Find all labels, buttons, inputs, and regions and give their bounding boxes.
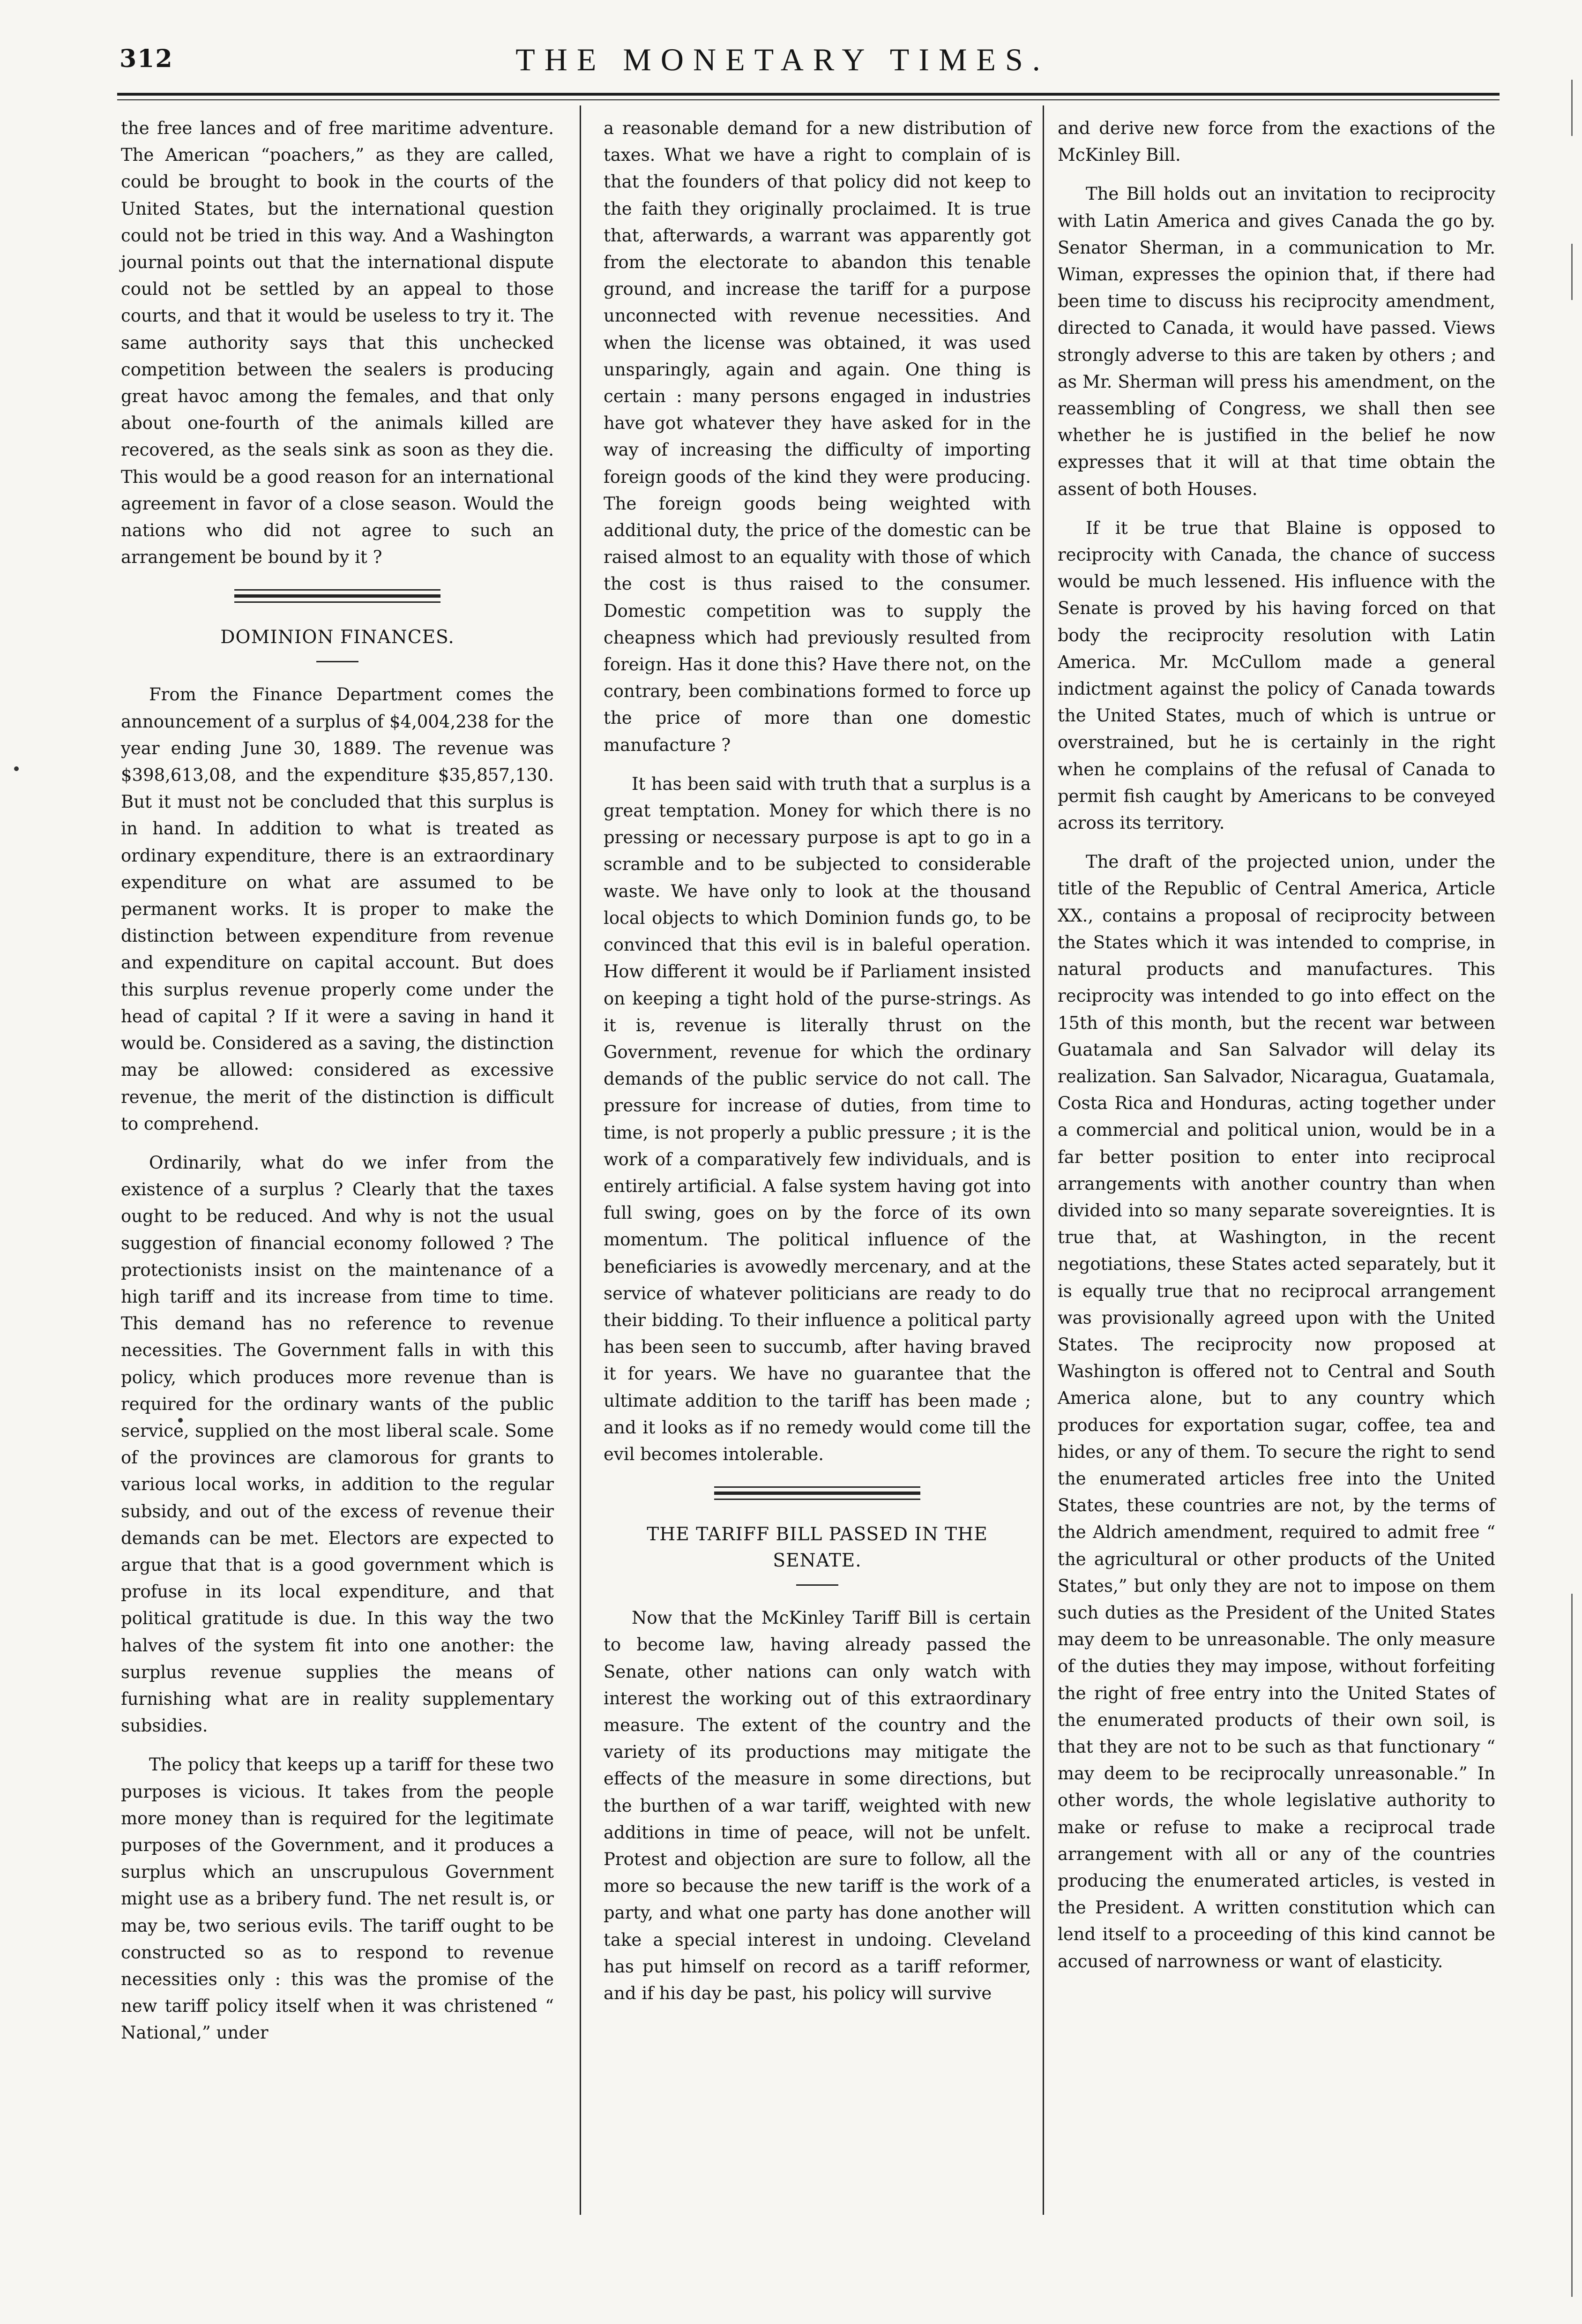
article-paragraph: From the Finance Department comes the announcement of a surplus of $4,004,238 for the year ending June 30, 1889. The revenue was $398,613,08, and the expenditure $35,857,130. But it must not be concluded that this surplus is in hand. In addition to what is treated as ordinary expenditure, there is an extraordinary expenditure on what are assumed to be permanent works. It is proper to make the distinction between expenditure from revenue and expenditure on capital account. But does this surplus revenue properly come under the head of capital ? If it were a saving in hand it would be. Considered as a saving, the distinction may be allowed: considered as excessive revenue, the merit of the distinction is difficult to comprehend.	[121, 684, 554, 1134]
dot-mark	[14, 766, 19, 771]
column-1	[121, 115, 554, 2047]
section-heading: THE TARIFF BILL PASSED IN THE SENATE.	[647, 1524, 988, 1572]
masthead-rule-thin	[117, 99, 1500, 100]
article-paragraph: If it be true that Blaine is opposed to reciprocity with Canada, the chance of success would be much lessened. His influence with the Senate is proved by his having forced on that body the reciprocity resolution with Latin America. Mr. McCullom made a general indictment against the policy of Canada towards the United States, much of which is untrue or overstrained, but he is certainly in the right when he complains of the refusal of Canada to permit fish caught by Americans to be conveyed across its territory.	[1058, 517, 1495, 833]
article-paragraph: Now that the McKinley Tariff Bill is certain to become law, having already passed the Senate, other nations can only watch with interest the working out of this extraordinary measure. The extent of the country and the variety of its productions may mitigate the effects of the measure in some directions, but the burthen of a war tariff, weighted with new additions in time of peace, will not be unfelt. Protest and objection are sure to follow, all the more so because the new tariff is the work of a party, and what one party has done another will take a special interest in undoing. Cleveland has put himself on record as a tariff reformer, and if his day be past, his policy will survive	[604, 1608, 1031, 2003]
masthead-rule-thick	[117, 93, 1500, 96]
column-divider	[580, 105, 581, 2215]
page-edge-mark	[1571, 1594, 1573, 2297]
page-number: 312	[119, 45, 173, 73]
heading-rule	[316, 661, 358, 662]
column-3	[1058, 115, 1495, 1975]
column-2	[604, 115, 1031, 2007]
article-paragraph: The Bill holds out an invitation to reciprocity with Latin America and gives Canada the go by. Senator Sherman, in a communication to Mr. Wiman, expresses the opinion that, if there had been time to discuss his reciprocity amendment, directed to Canada, it would have passed. Views strongly adverse to this are taken by others ; and as Mr. Sherman will press his amendment, on the reassembling of Congress, we shall then see whether he is justified in the belief he now expresses that it will at that time obtain the assent of both Houses.	[1058, 184, 1495, 499]
column-divider	[1043, 105, 1044, 2215]
article-paragraph: a reasonable demand for a new distribution of taxes. What we have a right to complain of is that the founders of that policy did not keep to the faith they originally proclaimed. It is true that, afterwards, a warrant was apparently got from the electorate to abandon this tenable ground, and increase the tariff for a purpose unconnected with revenue necessities. And when the license was obtained, it was used unsparingly, again and again. One thing is certain : many persons engaged in industries have got whatever they have asked for in the way of increasing the difficulty of importing foreign goods of the kind they were producing. The foreign goods being weighted with additional duty, the price of the domestic can be raised almost to an equality with those of which the cost is thus raised to the consumer. Domestic competition was to supply the cheapness which had previously resulted from foreign. Has it done this? Have there not, on the contrary, been combinations formed to force up the price of more than one domestic manufacture ?	[604, 118, 1031, 755]
section-separator	[714, 1486, 920, 1500]
section-heading: DOMINION FINANCES.	[220, 627, 455, 648]
article-paragraph: Ordinarily, what do we infer from the existence of a surplus ? Clearly that the taxes ought to be reduced. And why is not the usual suggestion of financial economy followed ? The protectionists insist on the maintenance of a high tariff and its increase from time to time. This demand has no reference to revenue necessities. The Government falls in with this policy, which produces more revenue than is required for the ordinary wants of the public service, supplied on the most liberal scale. Some of the provinces are clamorous for grants to various local works, in addition to the regular subsidy, and out of the excess of revenue their demands can be met. Electors are expected to argue that that is a good government which is profuse in its local expenditure, and that political gratitude is due. In this way the two halves of the system fit into one another: the surplus revenue supplies the means of furnishing what are in reality supplementary subsidies.	[121, 1152, 554, 1736]
article-paragraph: and derive new force from the exactions of the McKinley Bill.	[1058, 118, 1495, 165]
masthead-title: THE MONETARY TIMES.	[515, 42, 1050, 77]
section-separator	[234, 589, 440, 603]
heading-rule	[796, 1584, 838, 1586]
article-paragraph: The draft of the projected union, under the title of the Republic of Central America, Article XX., contains a proposal of reciprocity between the States which it was intended to comprise, in natural products and manufactures. This reciprocity was intended to go into effect on the 15th of this month, but the recent war between Guatamala and San Salvador will delay its realization. San Salvador, Nicaragua, Guatamala, Costa Rica and Honduras, acting together under a commercial and political union, would be in a far better position to enter into reciprocal arrangements with another country than when divided into so many separate sovereignties. It is true that, at Washington, in the recent negotiations, these States acted separately, but it is equally true that no reciprocal arrangement was provisionally agreed upon with the United States. The reciprocity now proposed at Washington is offered not to Central and South America alone, but to any country which produces for exportation sugar, coffee, tea and hides, or any of them. To secure the right to send the enumerated articles free into the United States, these countries are not, by the terms of the Aldrich amendment, required to admit free “ the agricultural or other products of the United States,” but only they are not to impose on them such duties as the President of the United States may deem to be unreasonable. The only measure of the duties they may impose, without forfeiting the right of free entry into the United States of the enumerated products of their own soil, is that they are not to be such as that functionary “ may deem to be reciprocally unreasonable.” In other words, the whole legislative authority to make or refuse to make a reciprocal trade arrangement with all or any of the countries producing the enumerated articles, is vested in the President. A written constitution which can lend itself to a proceeding of this kind cannot be accused of narrowness or want of elasticity.	[1058, 852, 1495, 1972]
page-edge-mark	[1571, 244, 1573, 300]
page-edge-mark	[1571, 80, 1573, 136]
article-paragraph: It has been said with truth that a surplus is a great temptation. Money for which there is no pressing or necessary purpose is apt to go in a scramble and to be subjected to considerable waste. We have only to look at the thousand local objects to which Dominion funds go, to be convinced that this evil is in baleful operation. How different it would be if Parliament insisted on keeping a tight hold of the purse-strings. As it is, revenue is literally thrust on the Government, revenue for which the ordinary demands of the public service do not call. The pressure for increase of duties, from time to time, is not properly a public pressure ; it is the work of a comparatively few individuals, and is entirely artificial. A false system having got into full swing, goes on by the force of its own momentum. The political influence of the beneficiaries is avowedly mercenary, and at the service of whatever politicians are ready to do their bidding. To their influence a political party has been seen to succumb, after having braved it for years. We have no guarantee that the ultimate addition to the tariff has been made ; and it looks as if no remedy would come till the evil becomes intolerable.	[604, 773, 1031, 1464]
article-paragraph: the free lances and of free maritime adventure. The American “poachers,” as they are called, could be brought to book in the courts of the United States, but the international question could not be tried in this way. And a Washington journal points out that the international dispute could not be settled by an appeal to those courts, and that it would be useless to try it. The same authority says that this unchecked competition between the sealers is producing great havoc among the females, and that only about one-fourth of the animals killed are recovered, as the seals sink as soon as they die. This would be a good reason for an international agreement in favor of a close season. Would the nations who did not agree to such an arrangement be bound by it ?	[121, 118, 554, 568]
article-paragraph: The policy that keeps up a tariff for these two purposes is vicious. It takes from the people more money than is required for the legitimate purposes of the Government, and it produces a surplus which an unscrupulous Government might use as a bribery fund. The net result is, or may be, two serious evils. The tariff ought to be constructed so as to respond to revenue necessities only : this was the promise of the new tariff policy itself when it was christened “ National,” under	[121, 1754, 554, 2043]
